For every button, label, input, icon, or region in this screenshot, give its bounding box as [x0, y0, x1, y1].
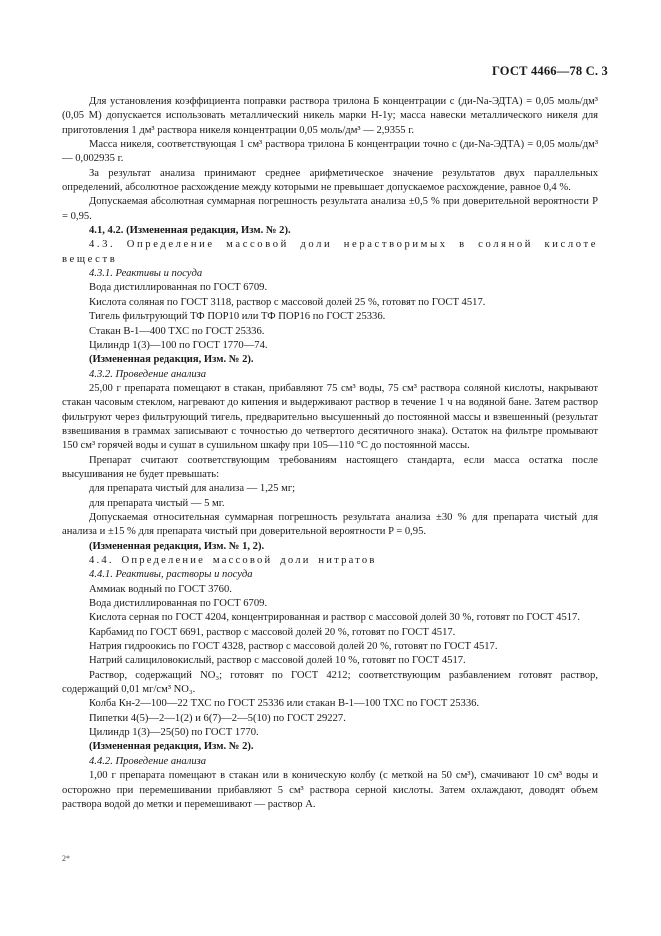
page-footer-mark: 2*	[62, 854, 70, 863]
list-item: Тигель фильтрующий ТФ ПОР10 или ТФ ПОР16 по ГОСТ 25336.	[89, 311, 386, 323]
page-header: ГОСТ 4466—78 С. 3	[491, 64, 608, 78]
amendment-note: (Измененная редакция, Изм. № 1, 2).	[89, 540, 265, 552]
paragraph: 1,00 г препарата помещают в стакан или в коническую колбу (с меткой на 50 см³), смачивают 10 см³ воды и осторожно при перемешивании прибавляют 5 см³ раствора серной кислоты. Затем охлаждают, доводят объем раствора водой до метки и перемешивают — раствор А.	[62, 770, 598, 810]
list-item: Аммиак водный по ГОСТ 3760.	[89, 583, 232, 595]
amendment-note: 4.1, 4.2. (Измененная редакция, Изм. № 2).	[89, 225, 291, 237]
subsection-heading: 4.4.1. Реактивы, растворы и посуда	[89, 569, 253, 581]
list-item: Карбамид по ГОСТ 6691, раствор с массовой долей 20 %, готовят по ГОСТ 4517.	[89, 626, 456, 638]
subsection-heading: 4.4.2. Проведение анализа	[89, 755, 207, 767]
paragraph: Препарат считают соответствующим требованиям настоящего стандарта, если масса остатка после высушивания не будет превышать:	[62, 454, 598, 480]
list-item: Натрия гидроокись по ГОСТ 4328, раствор с массовой долей 20 %, готовят по ГОСТ 4517.	[89, 641, 498, 653]
section-heading: 4.3. Определение массовой доли нерастворимых в соляной кислоте веществ	[62, 239, 598, 265]
amendment-note: (Измененная редакция, Изм. № 2).	[89, 354, 254, 366]
list-item: для препарата чистый — 5 мг.	[89, 497, 225, 509]
paragraph: Допускаемая относительная суммарная погрешность результата анализа ±30 % для препарата чистый для анализа и ±15 % для препарата чистый при доверительной вероятности P = 0,95.	[62, 511, 598, 538]
document-body	[62, 95, 598, 812]
subsection-heading: 4.3.1. Реактивы и посуда	[89, 268, 203, 280]
list-item: Цилиндр 1(3)—25(50) по ГОСТ 1770.	[89, 727, 259, 739]
subsection-heading: 4.3.2. Проведение анализа	[89, 368, 207, 380]
list-item: Пипетки 4(5)—2—1(2) и 6(7)—2—5(10) по ГОСТ 29227.	[89, 712, 346, 724]
paragraph: Масса никеля, соответствующая 1 см³ раствора трилона Б концентрации точно с (ди-Na-ЭДТА) = 0,05 моль/дм³ — 0,002935 г.	[62, 139, 598, 165]
section-heading: 4.4. Определение массовой доли нитратов	[89, 555, 377, 566]
list-item: Кислота соляная по ГОСТ 3118, раствор с массовой долей 25 %, готовят по ГОСТ 4517.	[89, 296, 486, 308]
list-item: Кислота серная по ГОСТ 4204, концентрированная и раствор с массовой долей 30 %, готовят по ГОСТ 4517.	[89, 612, 580, 624]
paragraph: Допускаемая абсолютная суммарная погрешность результата анализа ±0,5 % при доверительной вероятности P = 0,95.	[62, 196, 598, 222]
list-item: Цилиндр 1(3)—100 по ГОСТ 1770—74.	[89, 339, 268, 351]
list-item: Раствор, содержащий NO₃; готовят по ГОСТ 4212; соответствующим разбавлением готовят раствор, содержащий 0,01 мг/см³ NO₃.	[62, 669, 598, 696]
list-item: Стакан В-1—400 ТХС по ГОСТ 25336.	[89, 325, 265, 337]
list-item: Колба Кн-2—100—22 ТХС по ГОСТ 25336 или стакан В-1—100 ТХС по ГОСТ 25336.	[89, 698, 480, 710]
list-item: Вода дистиллированная по ГОСТ 6709.	[89, 282, 268, 294]
paragraph: За результат анализа принимают среднее арифметическое значение результатов двух параллельных определений, абсолютное расхождение между которыми не превышает допускаемое расхождение, равное 0,4 %.	[62, 167, 598, 194]
list-item: Натрий салициловокислый, раствор с массовой долей 10 %, готовят по ГОСТ 4517.	[89, 655, 466, 667]
amendment-note: (Измененная редакция, Изм. № 2).	[89, 741, 254, 753]
paragraph: Для установления коэффициента поправки раствора трилона Б концентрации с (ди-Na-ЭДТА) = 0,05 моль/дм³ (0,05 М) допускается использовать металлический никель марки Н-1у; масса навески металлического никеля для приготовления 1 дм³ раствора никеля концентрации 0,05 моль/дм³ — 2,9355 г.	[62, 96, 598, 136]
paragraph: 25,00 г препарата помещают в стакан, прибавляют 75 см³ воды, 75 см³ раствора соляной кислоты, накрывают стакан часовым стеклом, нагревают до кипения и выдерживают раствор в течение 1 ч на водяной бане. Затем раствор фильтруют через фильтрующий тигель, предварительно высушенный до постоянной массы и взвешенный (результат взвешивания в граммах записывают с точностью до четвертого десятичного знака). Остаток на фильтре промывают 150 см³ горячей воды и сушат в сушильном шкафу при 105—110 °С до постоянной массы.	[62, 382, 598, 452]
list-item: Вода дистиллированная по ГОСТ 6709.	[89, 598, 268, 610]
list-item: для препарата чистый для анализа — 1,25 мг;	[89, 483, 296, 495]
